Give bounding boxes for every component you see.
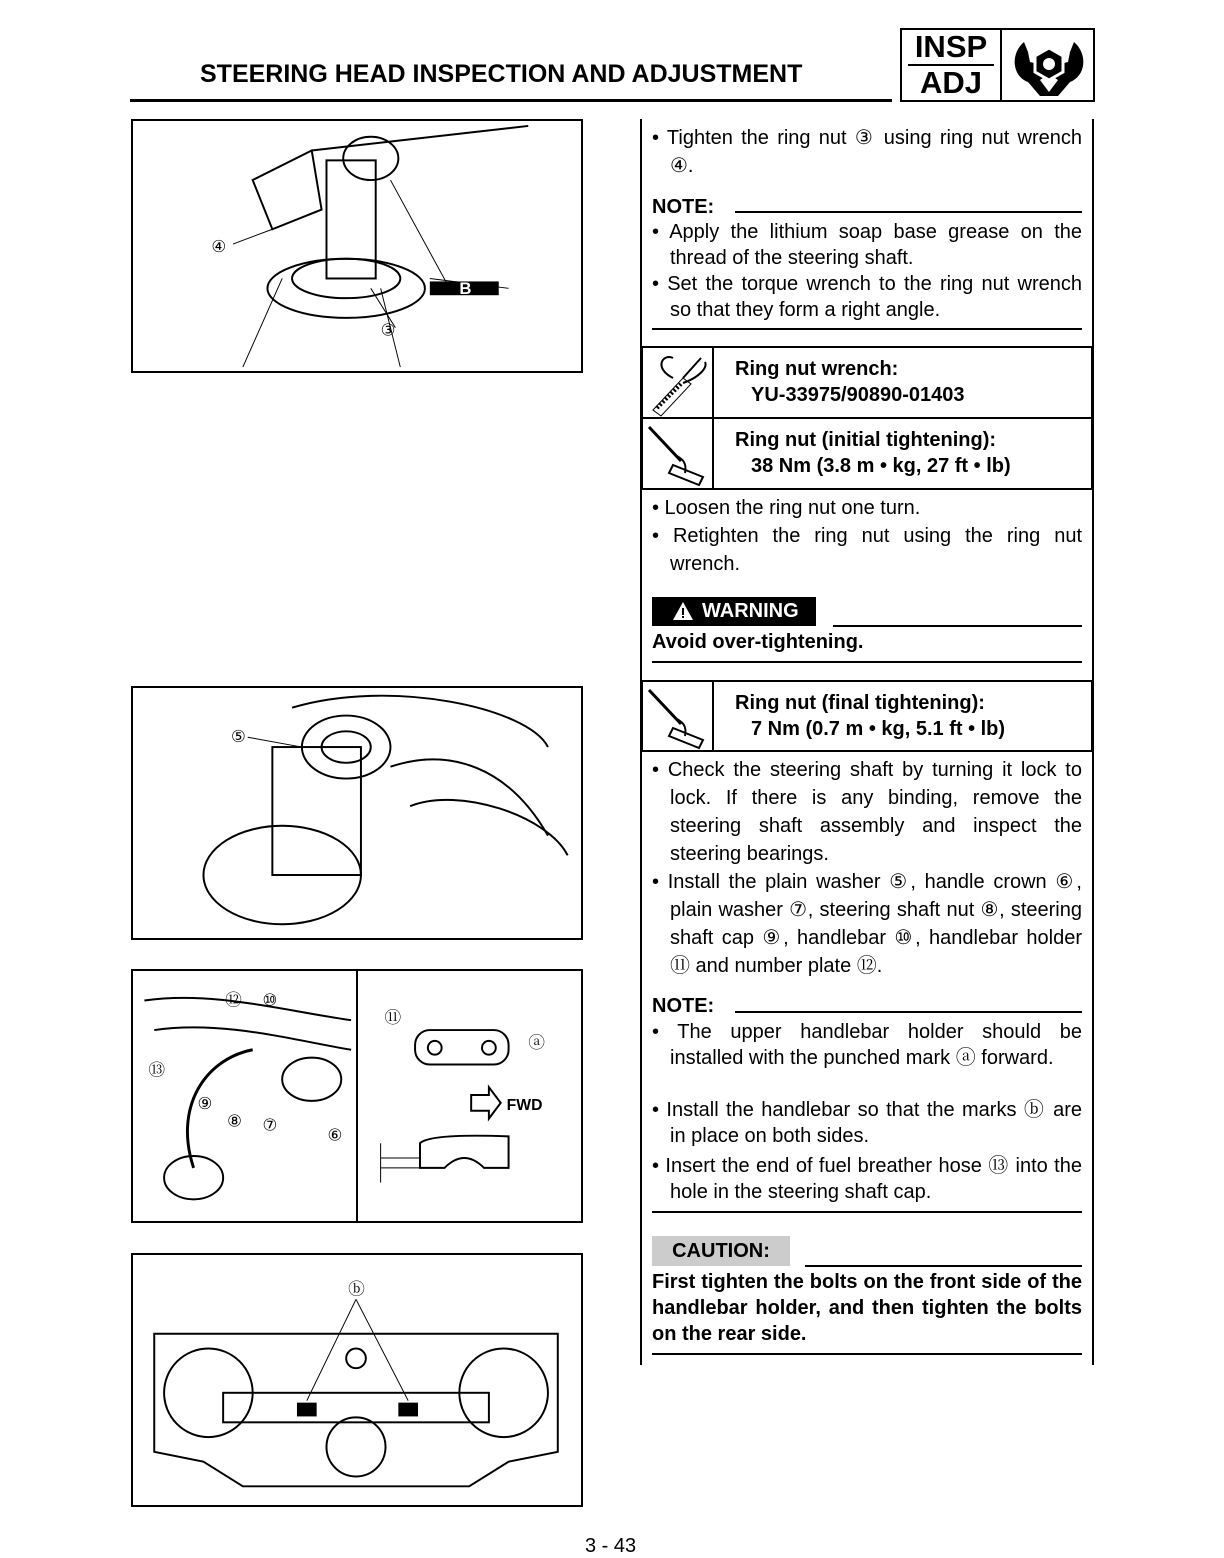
callout-5: ⑤ — [231, 727, 247, 747]
callout-11: ⑪ — [384, 1008, 402, 1028]
step-check: • Check the steering shaft by turning it lock to lock. If there is any binding, remove the steering shaft assembly and inspect the steering bearings. — [652, 759, 1082, 865]
figure-handlebar-assembly — [131, 969, 583, 1223]
wrench-nut-icon — [1006, 34, 1092, 98]
torque-wrench-icon — [643, 682, 714, 750]
torque-spec-final — [641, 680, 1093, 752]
callout-6: ⑥ — [327, 1125, 343, 1145]
note-item: • Apply the lithium soap base grease on the thread of the steering shaft. — [652, 221, 1082, 269]
warning-badge — [652, 597, 816, 626]
figure-ring-nut-wrench — [131, 119, 583, 373]
torque-value: 7 Nm (0.7 m • kg, 5.1 ft • lb) — [751, 718, 1006, 740]
step-loosen: • Loosen the ring nut one turn. — [652, 497, 921, 519]
tool-value: YU-33975/90890-01403 — [751, 384, 965, 406]
torque-label: Ring nut (initial tightening): — [735, 429, 997, 451]
note-item: • The upper handlebar holder should be installed with the punched mark ⓐ forward. — [652, 1021, 1082, 1069]
torque-label: Ring nut (final tightening): — [735, 692, 985, 714]
figure-handlebar-marks — [131, 1253, 583, 1507]
torque-wrench-icon — [643, 419, 714, 488]
caution-rule — [805, 1265, 1082, 1267]
figure-plain-washer — [131, 686, 583, 940]
callout-10: ⑩ — [262, 990, 278, 1010]
callout-7: ⑦ — [262, 1115, 278, 1135]
warning-end-rule — [652, 661, 1082, 663]
note-label: NOTE: — [652, 196, 715, 218]
warning-icon — [672, 601, 694, 621]
callout-4: ④ — [211, 236, 227, 256]
note-end-rule — [652, 328, 1082, 330]
torque-spec-initial — [641, 417, 1093, 490]
page-title: STEERING HEAD INSPECTION AND ADJUSTMENT — [200, 60, 803, 88]
tool-label: Ring nut wrench: — [735, 358, 899, 380]
ring-nut-wrench-icon — [643, 348, 714, 417]
note-item: • Set the torque wrench to the ring nut wrench so that they form a right angle. — [652, 273, 1082, 321]
note-label: NOTE: — [652, 995, 715, 1017]
callout-a: ⓐ — [528, 1032, 545, 1052]
callout-9: ⑨ — [197, 1093, 213, 1113]
caution-label: CAUTION: — [652, 1236, 790, 1266]
note-rule — [735, 1011, 1082, 1013]
callout-grease-b: B — [459, 279, 472, 299]
note-rule — [735, 211, 1082, 213]
caution-end-rule — [652, 1353, 1082, 1355]
callout-12: ⑫ — [225, 990, 242, 1010]
warning-rule — [833, 625, 1082, 627]
step-retighten: • Retighten the ring nut using the ring nut wrench. — [652, 525, 1082, 575]
callout-b: ⓑ — [348, 1279, 365, 1299]
caution-text: First tighten the bolts on the front side of the handlebar holder, and then tighten the bolts on the rear side. — [652, 1271, 1082, 1345]
page-number: 3 - 43 — [585, 1535, 637, 1557]
section-badge — [900, 28, 1095, 102]
note-item: • Install the handlebar so that the marks ⓑ are in place on both sides. — [652, 1099, 1082, 1147]
callout-8: ⑧ — [227, 1111, 243, 1131]
badge-adj: ADJ — [919, 65, 982, 100]
callout-13: ⑬ — [148, 1060, 166, 1080]
title-rule — [130, 99, 892, 102]
note-end-rule — [652, 1211, 1082, 1213]
step-tighten: • Tighten the ring nut ③ using ring nut wrench ④. — [652, 127, 1082, 177]
step-install: • Install the plain washer ⑤, handle crown ⑥, plain washer ⑦, steering shaft nut ⑧, steering shaft cap ⑨, handlebar ⑩, handlebar holder ⑪ and number plate ⑫. — [652, 871, 1082, 977]
warning-text: Avoid over-tightening. — [652, 631, 864, 653]
note-item: • Insert the end of fuel breather hose ⑬ into the hole in the steering shaft cap. — [652, 1155, 1082, 1203]
warning-label: WARNING — [702, 600, 799, 622]
torque-value: 38 Nm (3.8 m • kg, 27 ft • lb) — [751, 455, 1011, 477]
callout-3: ③ — [380, 320, 396, 340]
fwd-label: FWD — [506, 1096, 543, 1114]
tool-spec-ring-nut-wrench — [641, 346, 1093, 419]
badge-insp: INSP — [908, 30, 994, 66]
